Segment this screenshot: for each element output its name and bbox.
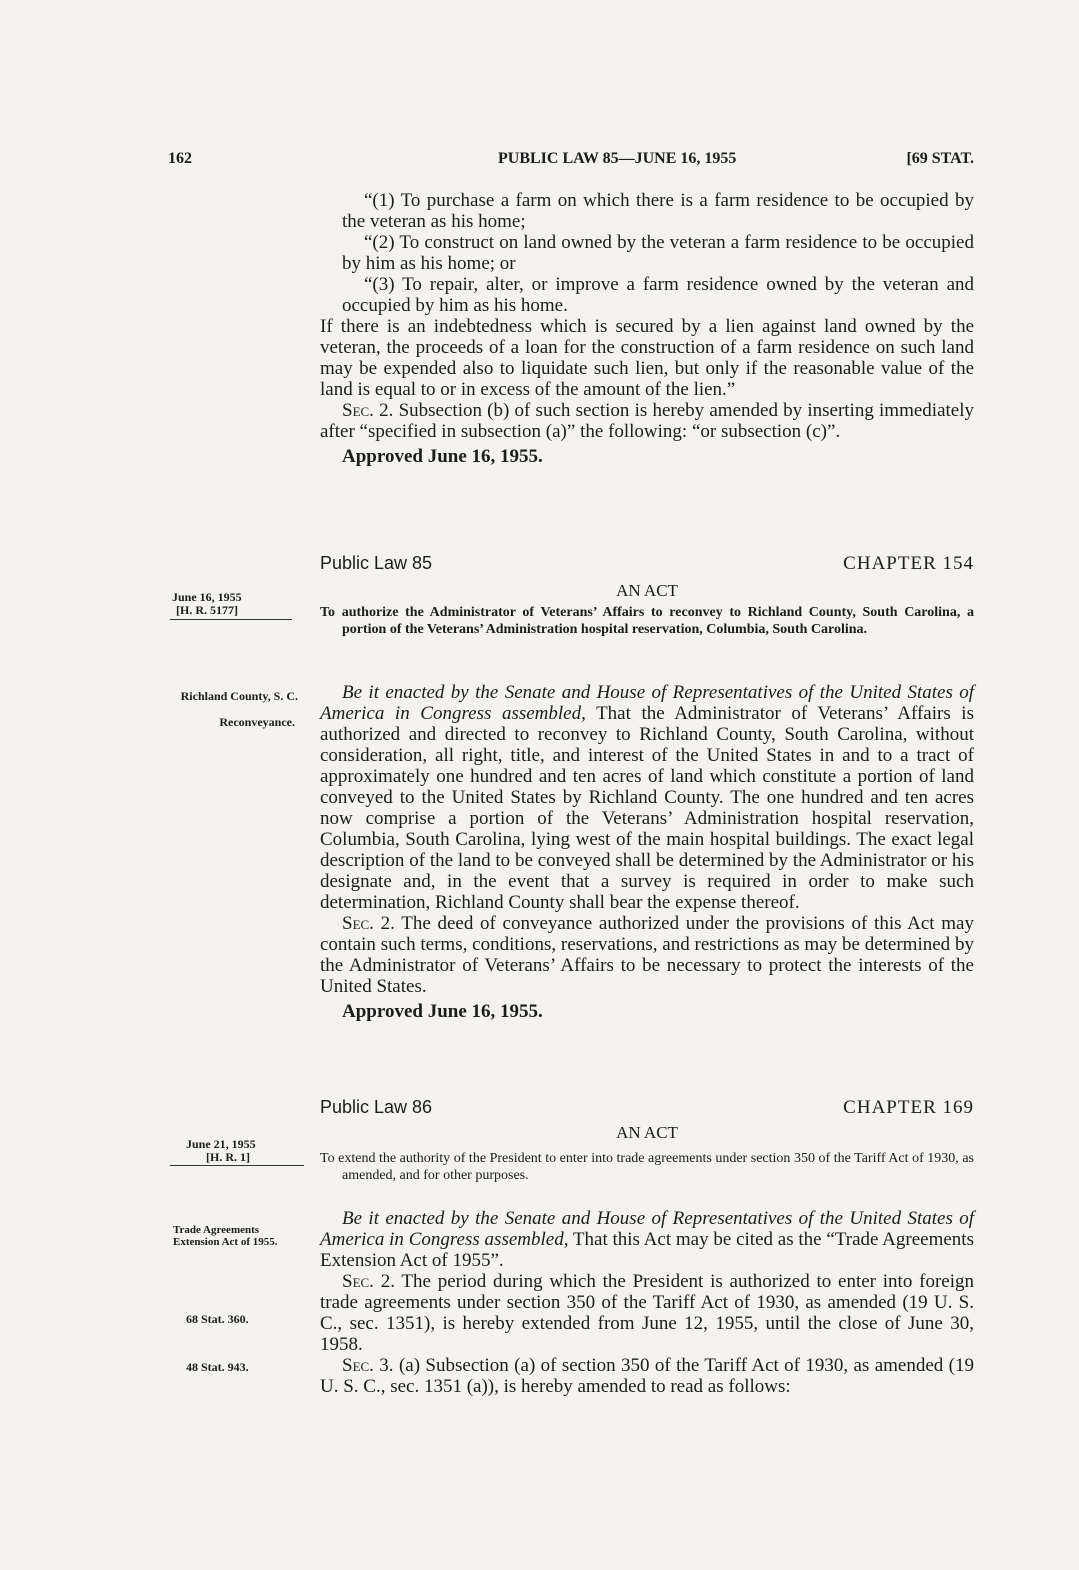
law-85-body — [320, 682, 974, 1022]
chapter-number: CHAPTER 169 — [843, 1097, 974, 1118]
margin-date: June 16, 1955 — [172, 590, 242, 604]
continued-text — [320, 190, 974, 467]
section-text: The period during which the President is authorized to enter into foreign trade agreements under section 350 of the Tariff Act of 1930, as amended (19 U. S. C., sec. 1351), is hereby extended from June 12, 1955, until the close of June 30, 1958. — [320, 1271, 974, 1355]
law-85-heading — [320, 553, 974, 577]
stat-reference: [69 STAT. — [906, 150, 974, 167]
act-summary — [320, 1150, 974, 1184]
public-law-number: Public Law 86 — [320, 1097, 433, 1117]
an-act-title: AN ACT — [616, 581, 678, 600]
margin-stat-reference: 48 Stat. 943. — [186, 1360, 249, 1374]
section-label: Sec. 2. — [342, 400, 394, 421]
running-header — [168, 150, 974, 174]
margin-stat-reference: 68 Stat. 360. — [186, 1312, 249, 1326]
summary-text: To extend the authority of the President to enter into trade agreements under section 350 of the Tariff Act of 1930, as amended, and for other purposes. — [320, 1151, 974, 1183]
enacting-formula: Be it enacted by the Senate and House of Representatives of the United States of America in Congress assembled, — [320, 682, 974, 724]
margin-rule — [170, 1165, 304, 1166]
header-title: PUBLIC LAW 85—JUNE 16, 1955 — [498, 150, 737, 167]
margin-rule — [170, 619, 292, 620]
enacting-text: That this Act may be cited as the “Trade Agreements Extension Act of 1955”. — [320, 1229, 974, 1271]
enacting-text: That the Administrator of Veterans’ Affairs is authorized and directed to reconvey to Richland County, South Carolina, without consideration, all right, title, and interest of the United States in and to a tract of approximately one hundred and ten acres of land which constitute a portion of land conveyed to the United States by Richland County. The one hundred and ten acres now comprise a portion of the Veterans’ Administration hospital reservation, Columbia, South Carolina, lying west of the main hospital buildings. The exact legal description of the land to be conveyed shall be determined by the Administrator or his designate and, in the event that a survey is required in order to make such determination, Richland County shall bear the expense thereof. — [320, 703, 974, 913]
an-act-title: AN ACT — [616, 1123, 678, 1142]
margin-bill: [H. R. 1] — [206, 1150, 250, 1164]
approved-line: Approved June 16, 1955. — [342, 446, 543, 467]
clause-3: “(3) To repair, alter, or improve a farm residence owned by the veteran and occupied by him as his home. — [342, 274, 974, 316]
page-number: 162 — [168, 150, 192, 167]
clause-2: “(2) To construct on land owned by the veteran a farm residence to be occupied by him as his home; or — [342, 232, 974, 274]
margin-topic: Trade Agreements Extension Act of 1955. — [173, 1224, 278, 1248]
chapter-number: CHAPTER 154 — [843, 553, 974, 574]
section-text: Subsection (b) of such section is hereby amended by inserting immediately after “specified in subsection (a)” the following: “or subsection (c)”. — [320, 400, 975, 442]
section-label: Sec. 3. — [342, 1355, 394, 1376]
enacting-clause — [320, 682, 974, 913]
clause-1: “(1) To purchase a farm on which there is a farm residence to be occupied by the veteran as his home; — [342, 190, 974, 232]
section-text: The deed of conveyance authorized under the provisions of this Act may contain such terms, conditions, reservations, and restrictions as may be determined by the Administrator of Veterans’ Affairs to be necessary to protect the interests of the United States. — [320, 913, 974, 997]
public-law-number: Public Law 85 — [320, 553, 433, 573]
law-86-body — [320, 1208, 974, 1397]
margin-topic: Richland County, S. C. — [180, 689, 298, 703]
section-label: Sec. 2. — [342, 913, 395, 934]
act-summary — [320, 604, 974, 638]
summary-text: To authorize the Administrator of Veterans’ Affairs to reconvey to Richland County, South Carolina, a portion of the Veterans’ Administration hospital reservation, Columbia, South Carolina. — [320, 605, 974, 637]
enacting-clause — [320, 1208, 974, 1271]
section-2-paragraph — [320, 1271, 974, 1355]
section-2-paragraph — [320, 913, 974, 997]
enacting-formula: Be it enacted by the Senate and House of Representatives of the United States of America in Congress assembled, — [320, 1208, 974, 1250]
margin-date: June 21, 1955 — [186, 1137, 256, 1151]
approved-line: Approved June 16, 1955. — [342, 1001, 543, 1022]
section-3-paragraph — [320, 1355, 974, 1397]
section-2-paragraph — [320, 400, 974, 442]
law-86-heading — [320, 1097, 974, 1121]
section-label: Sec. 2. — [342, 1271, 395, 1292]
margin-bill: [H. R. 5177] — [176, 603, 238, 617]
margin-subtopic: Reconveyance. — [219, 715, 295, 729]
indebtedness-paragraph: If there is an indebtedness which is secured by a lien against land owned by the veteran, the proceeds of a loan for the construction of a farm residence on such land may be expended also to liquidate such lien, but only if the reasonable value of the land is equal to or in excess of the amount of the lien.” — [320, 316, 974, 400]
section-text: (a) Subsection (a) of section 350 of the Tariff Act of 1930, as amended (19 U. S. C., sec. 1351 (a)), is hereby amended to read as follows: — [320, 1355, 974, 1397]
